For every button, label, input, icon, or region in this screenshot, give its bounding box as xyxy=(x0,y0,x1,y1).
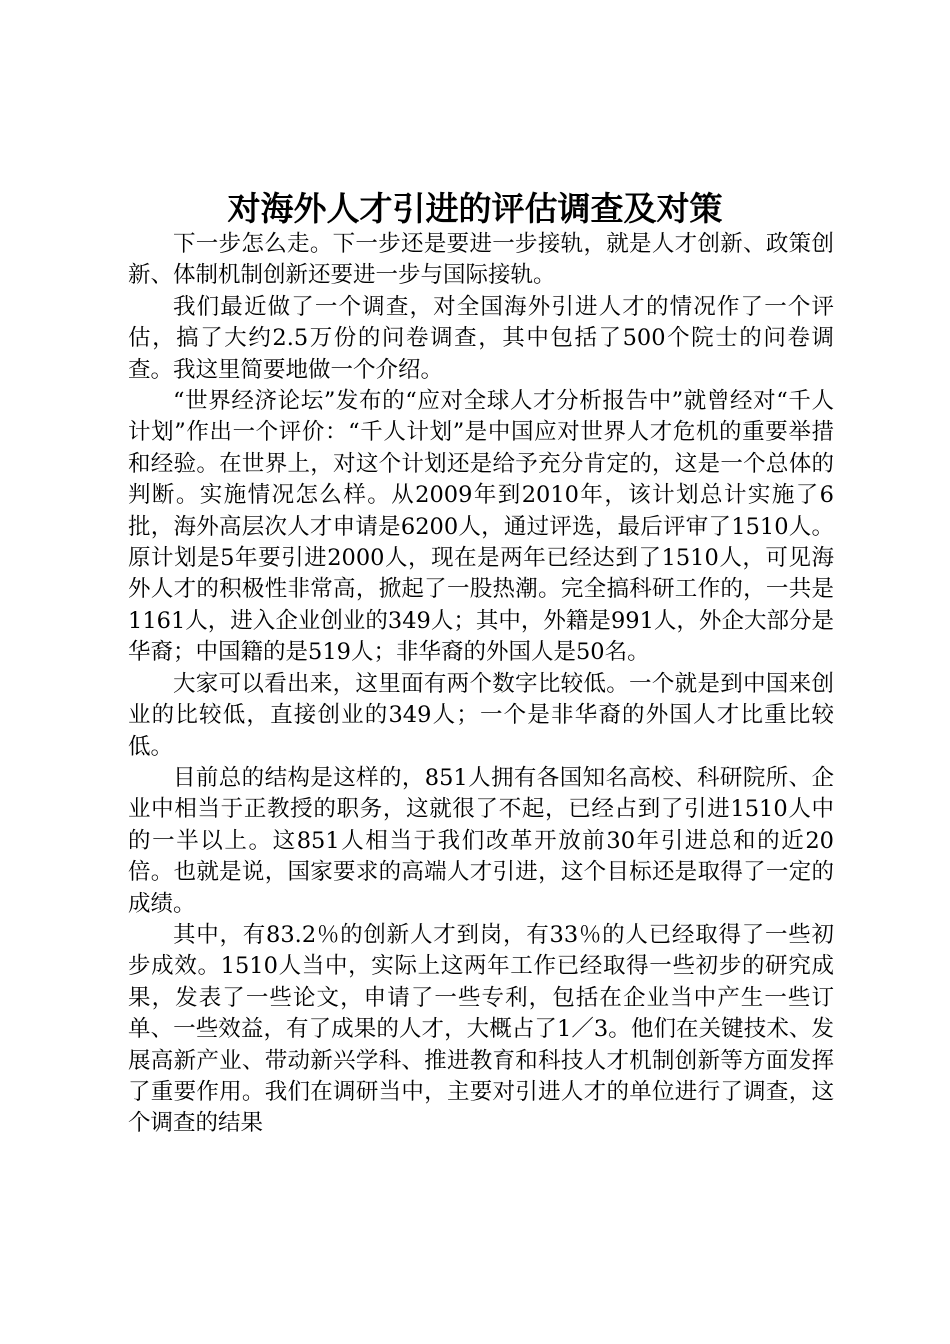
paragraph-2: 我们最近做了一个调查，对全国海外引进人才的情况作了一个评估，搞了大约2.5万份的问卷调查，其中包括了500个院士的问卷调查。我这里简要地做一个介绍。 xyxy=(128,293,834,383)
document-title: 对海外人才引进的评估调查及对策 xyxy=(227,189,723,228)
paragraph-5: 目前总的结构是这样的，851人拥有各国知名高校、科研院所、企业中相当于正教授的职务，这就很了不起，已经占到了引进1510人中的一半以上。这851人相当于我们改革开放前30年引进总和的近20倍。也就是说，国家要求的高端人才引进，这个目标还是取得了一定的成绩。 xyxy=(128,764,834,917)
paragraph-4: 大家可以看出来，这里面有两个数字比较低。一个就是到中国来创业的比较低，直接创业的349人；一个是非华裔的外国人才比重比较低。 xyxy=(128,670,834,760)
paragraph-3: “世界经济论坛”发布的“应对全球人才分析报告中”就曾经对“千人计划”作出一个评价：“千人计划”是中国应对世界人才危机的重要举措和经验。在世界上，对这个计划还是给予充分肯定的，这是一个总体的判断。实施情况怎么样。从2009年到2010年，该计划总计实施了6批，海外高层次人才申请是6200人，通过评选，最后评审了1510人。原计划是5年要引进2000人，现在是两年已经达到了1510人，可见海外人才的积极性非常高，掀起了一股热潮。完全搞科研工作的，一共是1161人，进入企业创业的349人；其中，外籍是991人，外企大部分是华裔；中国籍的是519人；非华裔的外国人是50名。 xyxy=(128,388,834,666)
document-body xyxy=(128,229,834,1140)
paragraph-1: 下一步怎么走。下一步还是要进一步接轨，就是人才创新、政策创新、体制机制创新还要进一步与国际接轨。 xyxy=(128,231,834,289)
paragraph-6: 其中，有83.2％的创新人才到岗，有33％的人已经取得了一些初步成效。1510人当中，实际上这两年工作已经取得一些初步的研究成果，发表了一些论文，申请了一些专利，包括在企业当中产生一些订单、一些效益，有了成果的人才，大概占了1／3。他们在关键技术、发展高新产业、带动新兴学科、推进教育和科技人才机制创新等方面发挥了重要作用。我们在调研当中，主要对引进人才的单位进行了调查，这个调查的结果 xyxy=(128,921,834,1137)
